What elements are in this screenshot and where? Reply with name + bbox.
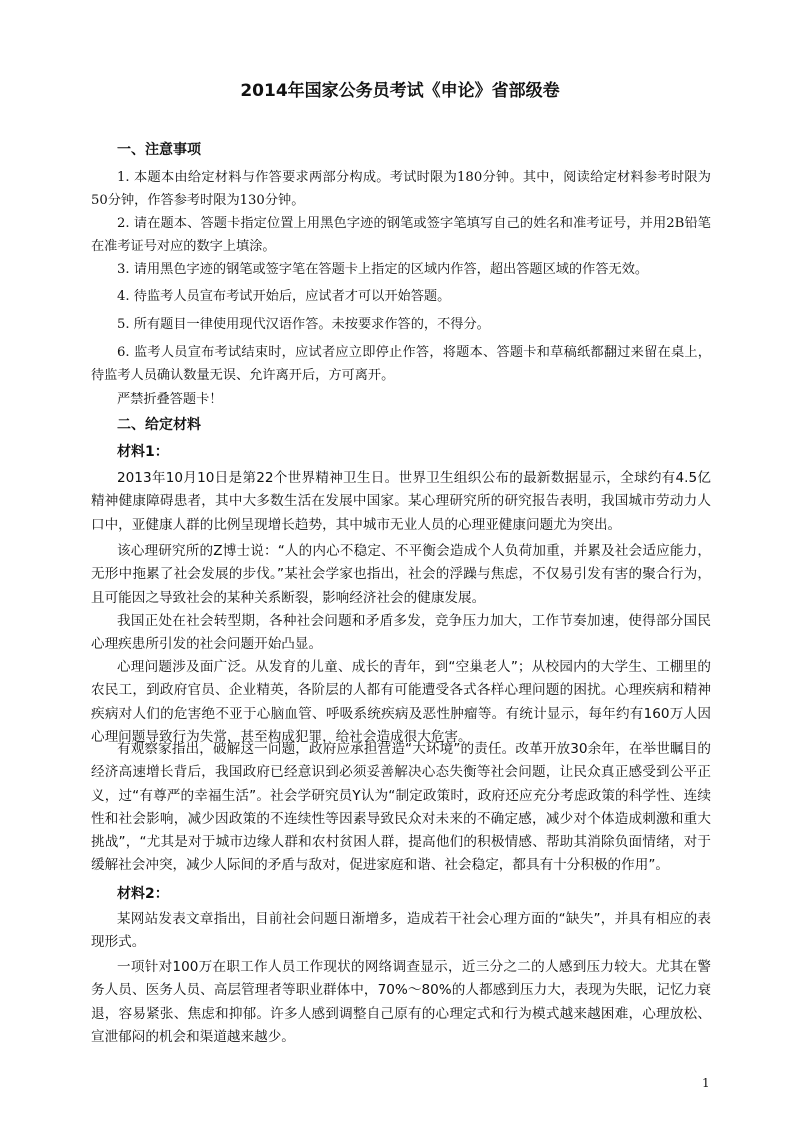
material-2-paragraph-2: 一项针对100万在职工作人员工作现状的网络调查显示，近三分之二的人感到压力较大。尤其在警务人员、医务人员、高层管理者等职业群体中，70%～80%的人都感到压力大，表现为失眠，记忆力衰退，容易紧张、焦虑和抑郁。许多人感到调整自己原有的心理定式和行为模式越来越困难，心理放松、宣泄郁闷的机会和渠道越来越少。 — [91, 959, 711, 1045]
note-2: 2. 请在题本、答题卡指定位置上用黑色字迹的钢笔或签字笔填写自己的姓名和准考证号，并用2B铅笔在准考证号对应的数字上填涂。 — [91, 216, 711, 255]
material-1-paragraph-1: 2013年10月10日是第22个世界精神卫生日。世界卫生组织公布的最新数据显示，全球约有4.5亿精神健康障碍患者，其中大多数生活在发展中国家。某心理研究所的研究报告表明，我国城市劳动力人口中，亚健康人群的比例呈现增长趋势，其中城市无业人员的心理亚健康问题尤为突出。 — [91, 470, 711, 533]
note-6: 6. 监考人员宣布考试结束时，应试者应立即停止作答，将题本、答题卡和草稿纸都翻过来留在桌上，待监考人员确认数量无误、允许离开后，方可离开。 — [91, 345, 711, 384]
notes-heading: 一、注意事项 — [117, 142, 201, 158]
material-1-paragraph-5: 有观察家指出，破解这一问题，政府应承担营造“大环境”的责任。改革开放30余年，在举世瞩目的经济高速增长背后，我国政府已经意识到必须妥善解决心态失衡等社会问题，让民众真正感受到公平正义，过“有尊严的幸福生活”。社会学研究员Y认为“制定政策时，政府还应充分考虑政策的科学性、连续性和社会影响，减少因政策的不连续性等因素导致民众对未来的不确定感，减少对个体造成刺激和重大挑战”，“尤其是对于城市边缘人群和农村贫困人群，提高他们的积极情感、帮助其消除负面情绪，对于缓解社会冲突，减少人际间的矛盾与敌对，促进家庭和谐、社会稳定，都具有十分积极的作用”。 — [91, 741, 711, 874]
materials-heading: 二、给定材料 — [117, 417, 201, 433]
page-number: 1 — [702, 1076, 710, 1090]
note-4: 4. 待监考人员宣布考试开始后，应试者才可以开始答题。 — [117, 289, 451, 304]
material-1-paragraph-3: 我国正处在社会转型期，各种社会问题和矛盾多发，竞争压力加大，工作节奏加速，使得部分国民心理疾患所引发的社会问题开始凸显。 — [91, 613, 711, 653]
material-1-paragraph-4: 心理问题涉及面广泛。从发育的儿童、成长的青年，到“空巢老人”；从校园内的大学生、工棚里的农民工，到政府官员、企业精英，各阶层的人都有可能遭受各式各样心理问题的困扰。心理疾病和精神疾病对人们的危害绝不亚于心脑血管、呼吸系统疾病及恶性肿瘤等。有统计显示，每年约有160万人因心理问题导致行为失常，甚至构成犯罪，给社会造成很大危害。 — [91, 659, 711, 745]
note-3: 3. 请用黑色字迹的钢笔或签字笔在答题卡上指定的区域内作答，超出答题区域的作答无效。 — [117, 262, 649, 277]
material-2-heading: 材料2： — [117, 886, 169, 902]
document-title: 2014年国家公务员考试《申论》省部级卷 — [240, 81, 560, 101]
material-2-paragraph-1: 某网站发表文章指出，目前社会问题日渐增多，造成若干社会心理方面的“缺失”，并具有相应的表现形式。 — [91, 911, 711, 951]
material-1-paragraph-2: 该心理研究所的Z博士说：“人的内心不稳定、不平衡会造成个人负荷加重，并累及社会适应能力，无形中拖累了社会发展的步伐。”某社会学家也指出，社会的浮躁与焦虑，不仅易引发有害的聚合行为，且可能因之导致社会的某种关系断裂，影响经济社会的健康发展。 — [91, 543, 711, 606]
note-5: 5. 所有题目一律使用现代汉语作答。未按要求作答的，不得分。 — [117, 317, 490, 332]
material-1-heading: 材料1： — [117, 444, 169, 460]
note-1: 1. 本题本由给定材料与作答要求两部分构成。考试时限为180分钟。其中，阅读给定材料参考时限为50分钟，作答参考时限为130分钟。 — [91, 170, 711, 209]
note-warning: 严禁折叠答题卡！ — [117, 392, 223, 407]
